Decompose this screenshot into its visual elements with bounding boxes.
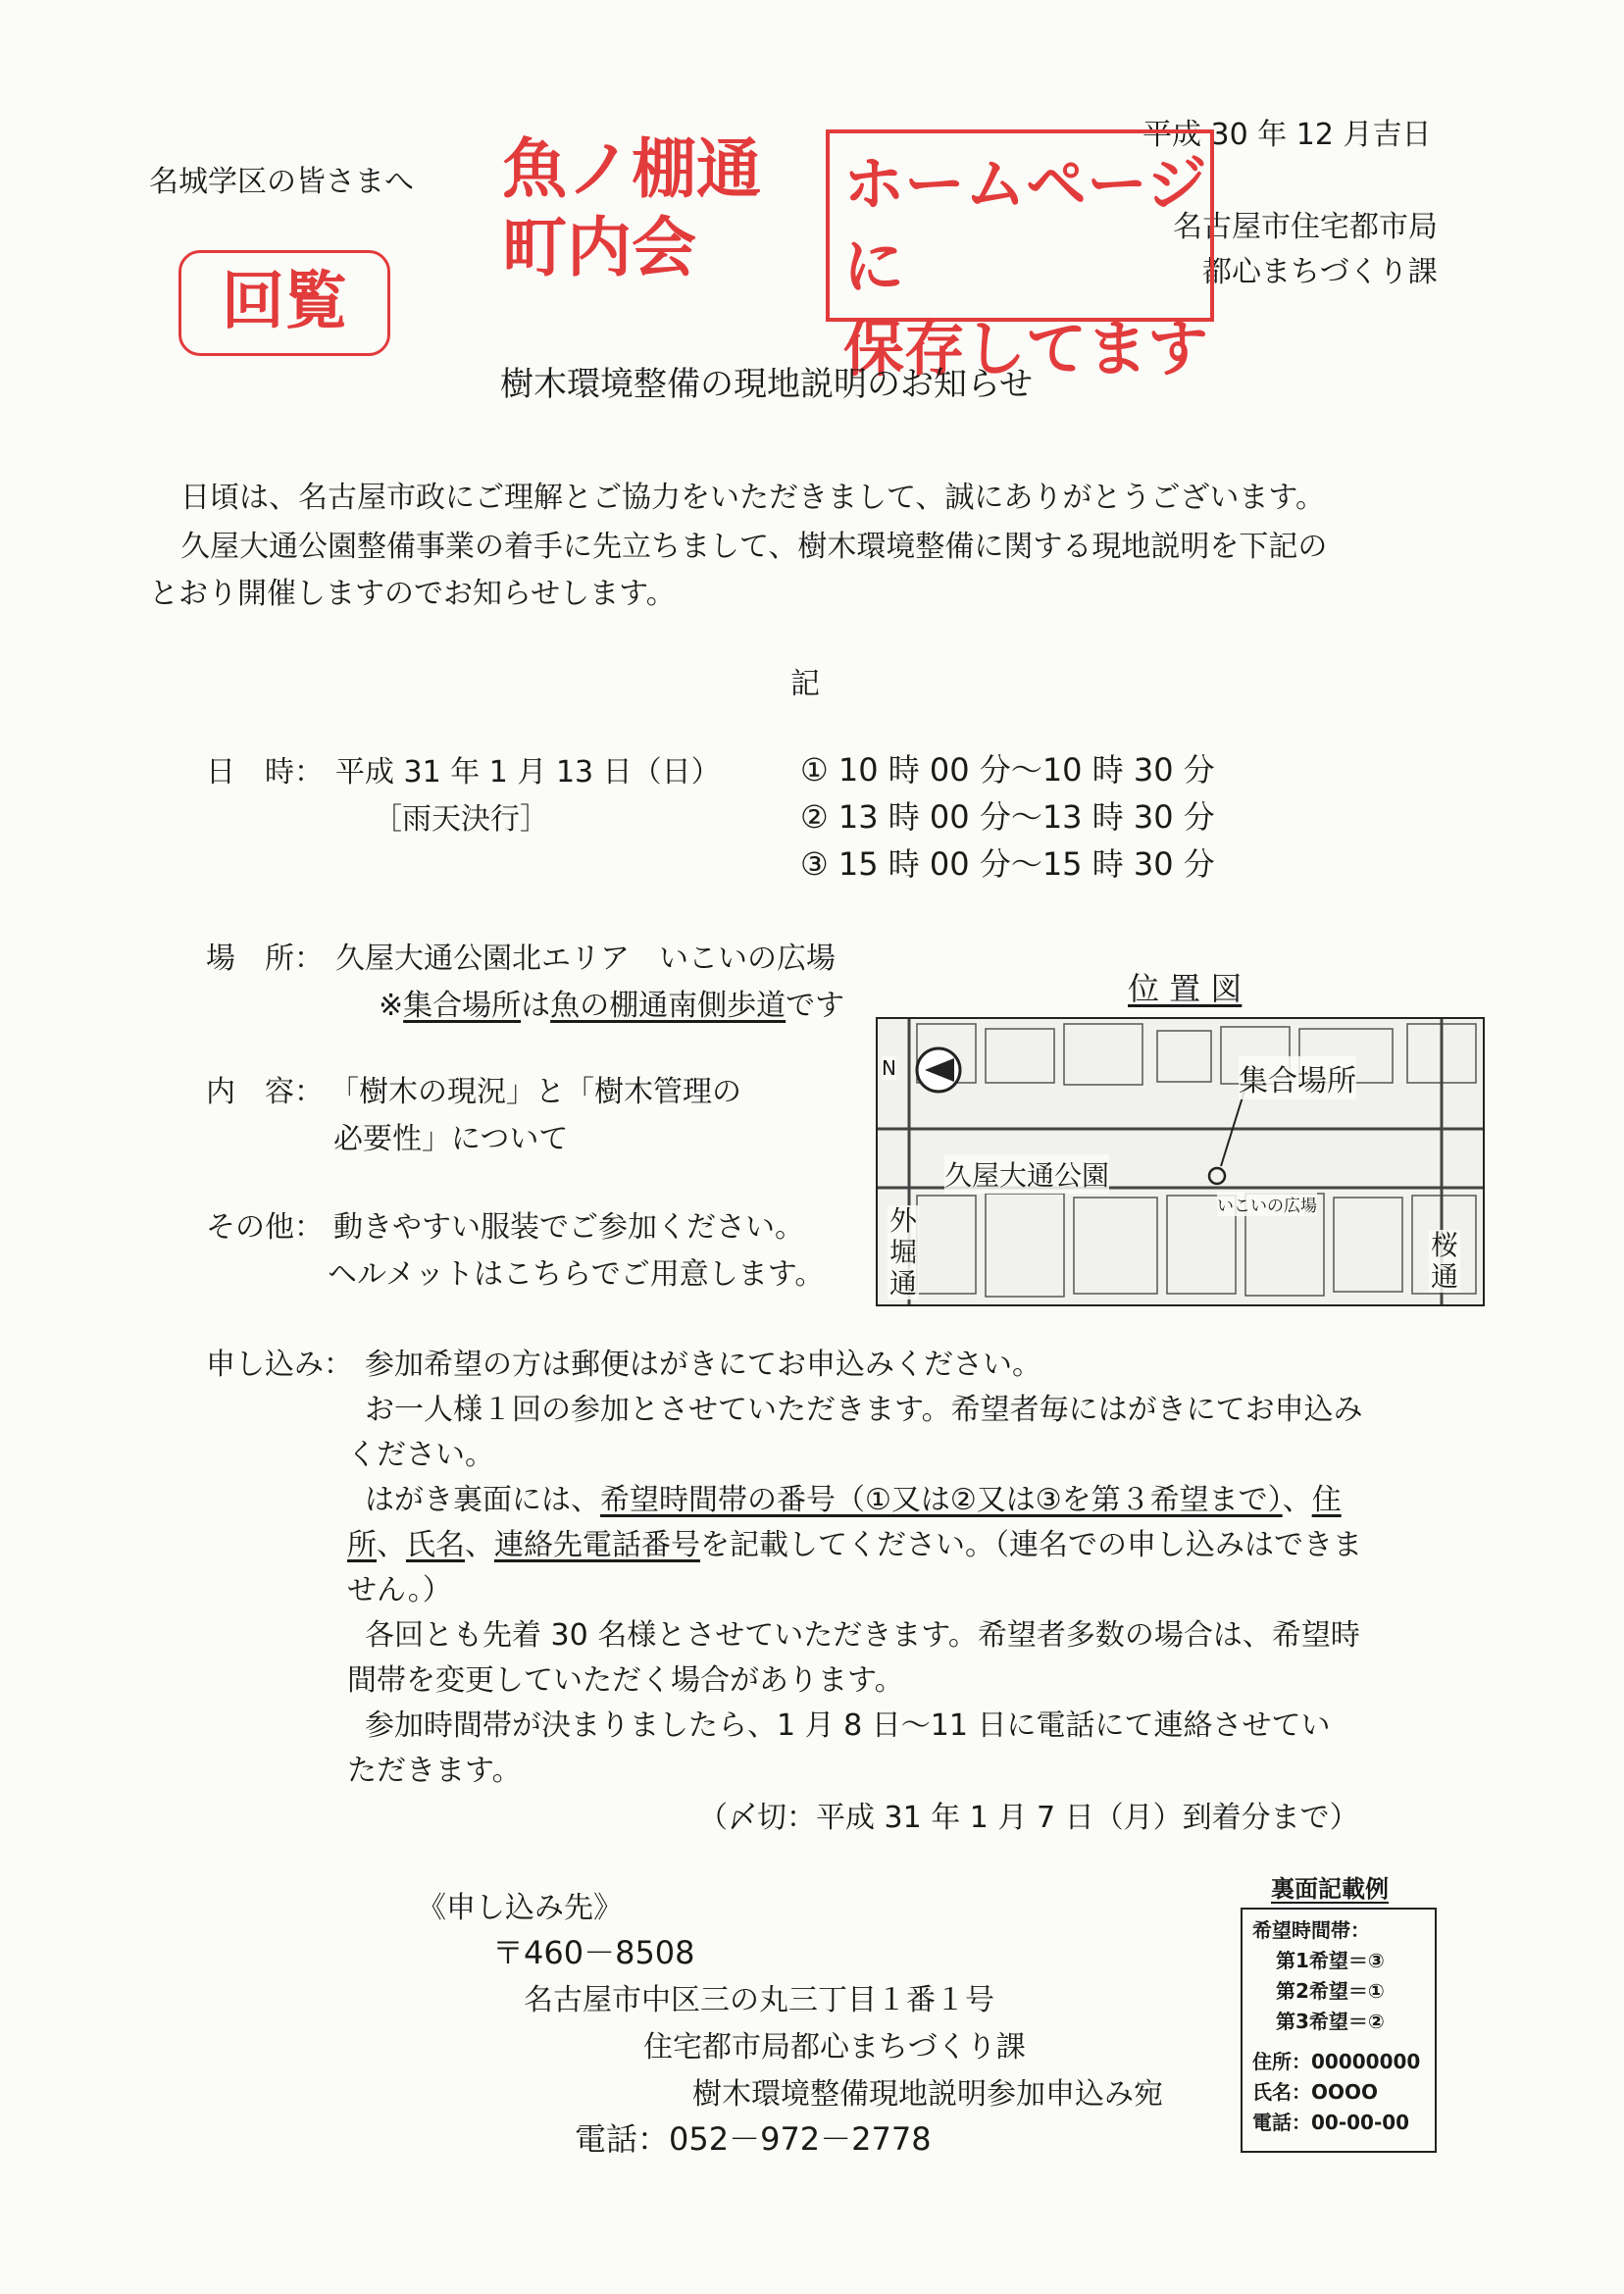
intro-line3: とおり開催しますのでお知らせします。 xyxy=(149,577,676,611)
place-note-meeting: 集合場所 xyxy=(403,989,522,1023)
schedule-note: ［雨天決行］ xyxy=(373,802,549,837)
application-p3-sep1: 、 xyxy=(377,1528,406,1562)
content-label: 内 容： xyxy=(206,1075,324,1109)
slot-2: ② 13 時 00 分～13 時 30 分 xyxy=(800,798,1215,836)
slot-3: ③ 15 時 00 分～15 時 30 分 xyxy=(800,845,1215,883)
place-note-suffix: です xyxy=(786,989,845,1023)
map-plaza-label: いこいの広場 xyxy=(1217,1192,1317,1216)
place-value: 久屋大通公園北エリア いこいの広場 xyxy=(335,942,836,976)
homepage-stamp xyxy=(826,129,1214,384)
address-street: 名古屋市中区三の丸三丁目１番１号 xyxy=(524,1983,994,2017)
application-p3-rest: を記載してください。（連名での申し込みはできま xyxy=(700,1528,1362,1562)
application-deadline: （〆切：平成 31 年 1 月 7 日（月）到着分まで） xyxy=(698,1801,1359,1835)
location-map xyxy=(876,1017,1485,1306)
application-p3-address-start: 住 xyxy=(1311,1483,1342,1517)
other-label: その他： xyxy=(206,1210,324,1245)
chonaikai-line2: 町内会 xyxy=(502,209,696,285)
address-phone: 電話：052－972－2778 xyxy=(575,2120,932,2158)
issuer-bureau: 名古屋市住宅都市局 xyxy=(1173,210,1438,244)
application-p2a: お一人様１回の参加とさせていただきます。希望者毎にはがきにてお申込み xyxy=(365,1393,1363,1427)
north-icon: N xyxy=(882,1056,896,1080)
example-line3: 第2希望＝① xyxy=(1276,1979,1385,2003)
place-note-prefix: ※ xyxy=(379,989,404,1023)
page-title: 樹木環境整備の現地説明のお知らせ xyxy=(500,365,1033,404)
application-p3c: せん。） xyxy=(347,1573,452,1607)
address-dept: 住宅都市局都心まちづくり課 xyxy=(643,2030,1026,2065)
example-line6: 氏名：OOOO xyxy=(1252,2080,1379,2104)
example-line2: 第1希望＝③ xyxy=(1276,1949,1385,1972)
intro-line1: 日頃は、名古屋市政にご理解とご協力をいただきまして、誠にありがとうございます。 xyxy=(180,481,1325,515)
content-line2: 必要性」について xyxy=(333,1122,569,1156)
application-p3-pre: はがき裏面には、 xyxy=(365,1483,600,1517)
slot-1: ① 10 時 00 分～10 時 30 分 xyxy=(800,751,1215,789)
homepage-stamp-line2: 保存してます xyxy=(843,313,1209,384)
issuer-division: 都心まちづくり課 xyxy=(1202,255,1438,289)
application-p3-name: 氏名 xyxy=(406,1528,465,1562)
map-street-left: 外堀通 xyxy=(888,1204,917,1300)
place-note-sidewalk: 魚の棚通南側歩道 xyxy=(550,989,787,1023)
example-line7: 電話：00-00-00 xyxy=(1252,2111,1410,2134)
map-meeting-point: 集合場所 xyxy=(1239,1056,1356,1099)
application-p3b xyxy=(347,1520,1362,1563)
example-heading: 裏面記載例 xyxy=(1271,1875,1389,1903)
content-line1: 「樹木の現況」と「樹木管理の xyxy=(330,1075,741,1109)
application-p3-address-end: 所 xyxy=(347,1528,377,1562)
application-p2b: ください。 xyxy=(347,1438,494,1472)
application-p4a: 各回とも先着 30 名様とさせていただきます。希望者多数の場合は、希望時 xyxy=(365,1618,1360,1653)
address-attn: 樹木環境整備現地説明参加申込み宛 xyxy=(692,2077,1163,2112)
chonaikai-line1: 魚ノ棚通 xyxy=(502,130,761,207)
application-p3-sep2: 、 xyxy=(465,1528,494,1562)
address-postal: 〒460－8508 xyxy=(492,1934,695,1971)
map-street-right: 桜通 xyxy=(1430,1229,1458,1293)
example-box xyxy=(1241,1908,1437,2153)
ki-heading: 記 xyxy=(790,667,820,701)
other-line2: ヘルメットはこちらでご用意します。 xyxy=(328,1257,825,1292)
place-label: 場 所： xyxy=(206,942,324,976)
schedule-date: 平成 31 年 1 月 13 日（日） xyxy=(335,755,721,790)
application-p3-slots: 希望時間帯の番号（①又は②又は③を第３希望まで） xyxy=(600,1483,1283,1517)
other-line1: 動きやすい服装でご参加ください。 xyxy=(333,1210,804,1245)
homepage-stamp-line1: ホームページに xyxy=(843,148,1207,302)
example-line1: 希望時間帯： xyxy=(1252,1918,1370,1942)
map-park-label: 久屋大通公園 xyxy=(944,1154,1109,1194)
application-p1: 参加希望の方は郵便はがきにてお申込みください。 xyxy=(365,1348,1041,1382)
address-heading: 《申し込み先》 xyxy=(417,1891,623,1925)
example-line5: 住所：00000000 xyxy=(1252,2050,1421,2073)
application-p3-comma: 、 xyxy=(1282,1483,1312,1517)
application-p3-phone: 連絡先電話番号 xyxy=(494,1528,700,1562)
application-label: 申し込み： xyxy=(206,1348,353,1382)
place-note-mid: は xyxy=(521,989,551,1023)
schedule-label: 日 時： xyxy=(206,755,324,790)
application-p5b: ただきます。 xyxy=(347,1754,522,1788)
issue-date: 平成 30 年 12 月吉日 xyxy=(1142,118,1432,152)
example-line4: 第3希望＝② xyxy=(1276,2010,1385,2033)
application-p5a: 参加時間帯が決まりましたら、1 月 8 日～11 日に電話にて連絡させてい xyxy=(365,1708,1331,1743)
place-note xyxy=(379,981,844,1024)
map-title: 位 置 図 xyxy=(1128,970,1243,1007)
kairan-stamp: 回覧 xyxy=(178,250,390,356)
intro-line2: 久屋大通公園整備事業の着手に先立ちまして、樹木環境整備に関する現地説明を下記の xyxy=(180,530,1328,564)
chonaikai-stamp xyxy=(502,129,761,286)
addressee: 名城学区の皆さまへ xyxy=(149,165,414,199)
application-p4b: 間帯を変更していただく場合があります。 xyxy=(347,1663,904,1698)
application-p3a xyxy=(365,1475,1342,1518)
